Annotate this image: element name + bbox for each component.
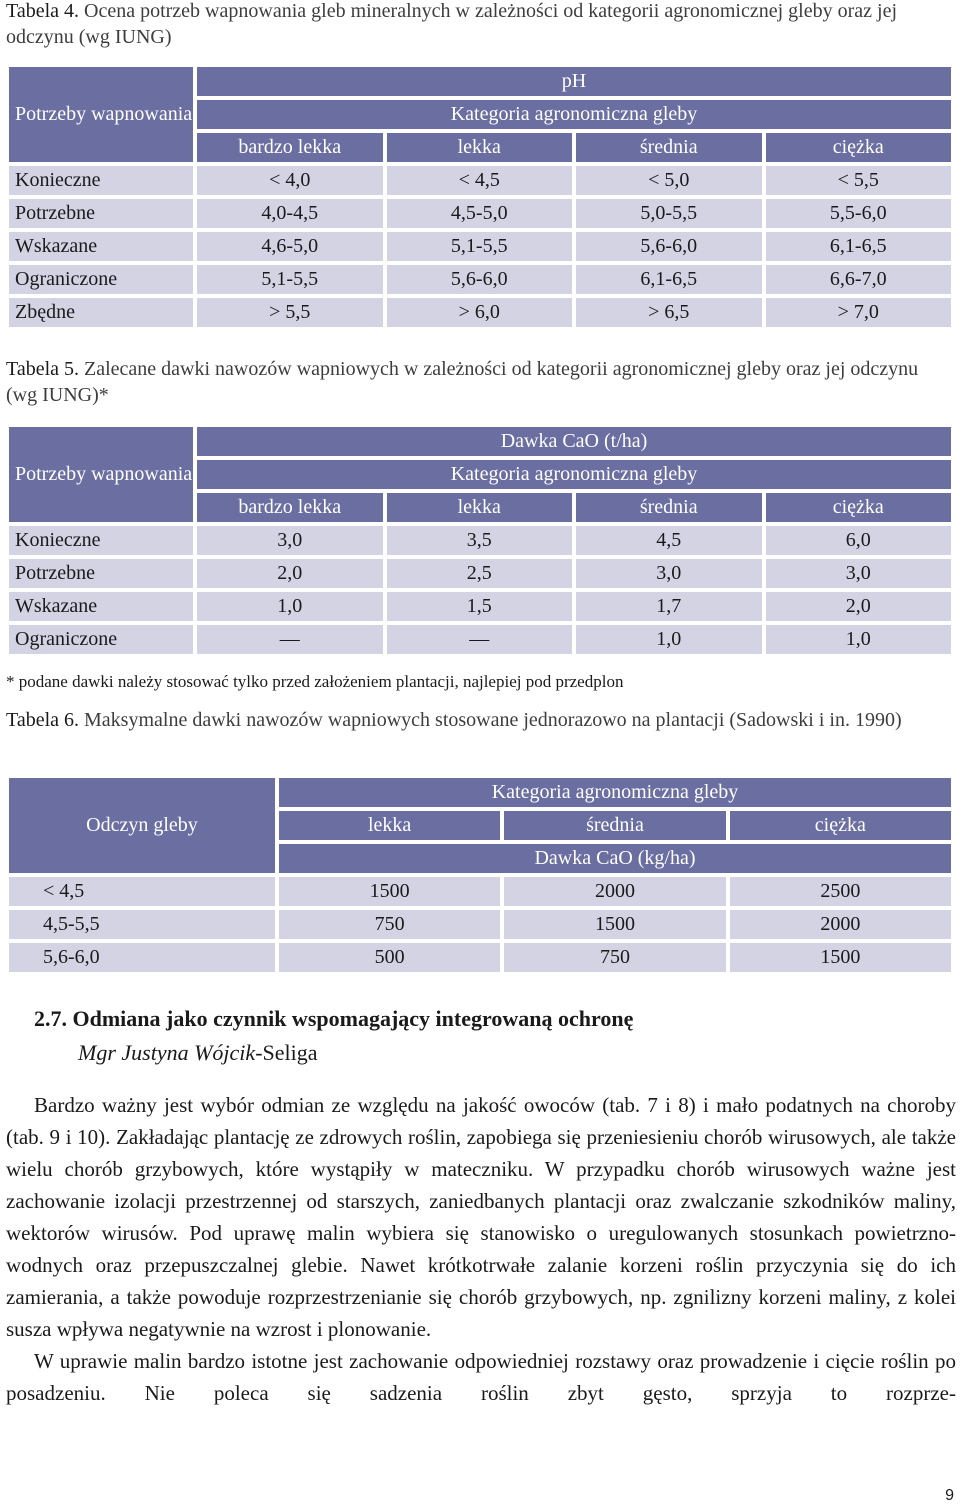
table4-cell: > 6,0 <box>387 298 573 327</box>
table6-col-header: lekka <box>279 811 500 840</box>
table5-cell: 3,5 <box>387 526 573 555</box>
table6-cell: 2000 <box>730 910 951 939</box>
table4-cell: 5,1-5,5 <box>197 265 383 294</box>
table4-row-label: Zbędne <box>9 298 193 327</box>
table4-label: Tabela 4. <box>6 0 80 22</box>
paragraph: W uprawie malin bardzo istotne jest zachowanie odpowiedniej rozstawy oraz prowadzenie i cięcie roślin po posadzeniu. Nie poleca się sadzenia roślin zbyt gęsto, sprzyja to rozprze- <box>6 1349 956 1405</box>
table5-cell: 1,0 <box>766 625 952 654</box>
table6-cell: 1500 <box>279 877 500 906</box>
table5-col-header: średnia <box>576 493 762 522</box>
table4-cell: 6,1-6,5 <box>766 232 952 261</box>
table6-row-label: 5,6-6,0 <box>9 943 275 972</box>
table5-row-label: Konieczne <box>9 526 193 555</box>
table6 <box>5 774 955 976</box>
table-row <box>9 559 951 588</box>
table5-row-label: Ograniczone <box>9 625 193 654</box>
table4-caption <box>6 0 954 50</box>
table6-cell: 1500 <box>504 910 725 939</box>
table5-cell: 6,0 <box>766 526 952 555</box>
author-name: Justyna Wójcik <box>121 1040 256 1065</box>
table5-cell: 1,0 <box>197 592 383 621</box>
table4-caption-text: Ocena potrzeb wapnowania gleb mineralnych w zależności od kategorii agronomicznej gleby oraz jej odczynu (wg IUNG) <box>6 0 898 48</box>
table6-caption-text: Maksymalne dawki nawozów wapniowych stosowane jednorazowo na plantacji (Sadowski i in. 1990) <box>84 709 902 731</box>
table4-group-header: pH <box>197 67 951 96</box>
table4-cell: 5,6-6,0 <box>387 265 573 294</box>
table4-cell: 5,0-5,5 <box>576 199 762 228</box>
table6-cell: 500 <box>279 943 500 972</box>
table4-cell: 4,0-4,5 <box>197 199 383 228</box>
table4-cell: > 5,5 <box>197 298 383 327</box>
table6-row-label: 4,5-5,5 <box>9 910 275 939</box>
table4-row-label: Konieczne <box>9 166 193 195</box>
table4-cell: < 4,0 <box>197 166 383 195</box>
table4-cell: 6,1-6,5 <box>576 265 762 294</box>
table-row <box>9 592 951 621</box>
table4-cell: < 5,0 <box>576 166 762 195</box>
table6-cell: 2500 <box>730 877 951 906</box>
table6-unit-header: Dawka CaO (kg/ha) <box>279 844 951 873</box>
table5-col-header: lekka <box>387 493 573 522</box>
table5-cell: 1,0 <box>576 625 762 654</box>
table-row <box>9 265 951 294</box>
table4-cell: 4,6-5,0 <box>197 232 383 261</box>
table5 <box>5 423 955 658</box>
table-row <box>9 910 951 939</box>
table-row <box>9 625 951 654</box>
table5-cell: 2,0 <box>197 559 383 588</box>
table4-col-header: ciężka <box>766 133 952 162</box>
table5-col-header: bardzo lekka <box>197 493 383 522</box>
table4 <box>5 63 955 331</box>
table5-cell: 3,0 <box>197 526 383 555</box>
table4-row-label: Wskazane <box>9 232 193 261</box>
table5-cell: 1,5 <box>387 592 573 621</box>
table4-cell: > 7,0 <box>766 298 952 327</box>
table6-caption <box>6 707 954 733</box>
section-title: Odmiana jako czynnik wspomagający integrowaną ochronę <box>72 1006 634 1031</box>
table6-row-label: < 4,5 <box>9 877 275 906</box>
table5-cell: 4,5 <box>576 526 762 555</box>
table-row <box>9 166 951 195</box>
table4-cell: < 5,5 <box>766 166 952 195</box>
table5-row-header: Potrzeby wapnowania <box>9 427 193 522</box>
author-suffix: -Seliga <box>255 1040 318 1065</box>
table4-cell: < 4,5 <box>387 166 573 195</box>
table4-col-header: lekka <box>387 133 573 162</box>
table4-cell: > 6,5 <box>576 298 762 327</box>
body-text <box>6 1089 956 1409</box>
table5-group-header: Dawka CaO (t/ha) <box>197 427 951 456</box>
section-author <box>78 1040 318 1066</box>
table5-row-label: Potrzebne <box>9 559 193 588</box>
table-row <box>9 943 951 972</box>
table6-row-header: Odczyn gleby <box>9 778 275 873</box>
table5-label: Tabela 5. <box>6 358 80 380</box>
table5-caption <box>6 356 954 408</box>
table4-cell: 6,6-7,0 <box>766 265 952 294</box>
table4-col-header: bardzo lekka <box>197 133 383 162</box>
table-row <box>9 298 951 327</box>
table4-cell: 5,6-6,0 <box>576 232 762 261</box>
table6-cell: 750 <box>279 910 500 939</box>
table6-cell: 1500 <box>730 943 951 972</box>
table5-cell: 2,0 <box>766 592 952 621</box>
table5-col-header: ciężka <box>766 493 952 522</box>
table6-col-header: średnia <box>504 811 725 840</box>
table4-col-header: średnia <box>576 133 762 162</box>
table4-cell: 4,5-5,0 <box>387 199 573 228</box>
table4-row-header: Potrzeby wapnowania <box>9 67 193 162</box>
table5-row-label: Wskazane <box>9 592 193 621</box>
table4-subgroup-header: Kategoria agronomiczna gleby <box>197 100 951 129</box>
table-row <box>9 877 951 906</box>
table5-cell: 2,5 <box>387 559 573 588</box>
table4-cell: 5,5-6,0 <box>766 199 952 228</box>
author-title: Mgr <box>78 1040 116 1065</box>
table6-label: Tabela 6. <box>6 709 80 731</box>
table5-subgroup-header: Kategoria agronomiczna gleby <box>197 460 951 489</box>
table5-footnote: * podane dawki należy stosować tylko przed założeniem plantacji, najlepiej pod przedplon <box>6 672 624 691</box>
table5-caption-text: Zalecane dawki nawozów wapniowych w zależności od kategorii agronomicznej gleby oraz jej odczynu (wg IUNG)* <box>6 358 919 406</box>
table6-cell: 2000 <box>504 877 725 906</box>
table4-cell: 5,1-5,5 <box>387 232 573 261</box>
table4-row-label: Potrzebne <box>9 199 193 228</box>
table-row <box>9 526 951 555</box>
table5-cell: — <box>197 625 383 654</box>
table5-cell: 3,0 <box>766 559 952 588</box>
section-number: 2.7. <box>34 1006 67 1031</box>
page-number: 9 <box>945 1487 954 1504</box>
table5-cell: — <box>387 625 573 654</box>
table4-row-label: Ograniczone <box>9 265 193 294</box>
table-row <box>9 232 951 261</box>
table6-cell: 750 <box>504 943 725 972</box>
section-heading <box>34 1006 633 1032</box>
table-row <box>9 199 951 228</box>
table5-cell: 3,0 <box>576 559 762 588</box>
paragraph: Bardzo ważny jest wybór odmian ze względu na jakość owoców (tab. 7 i 8) i mało podatnych na choroby (tab. 9 i 10). Zakładając plantację ze zdrowych roślin, zapobiega się przeniesieniu chorób wirusowych, ale także wielu chorób grzybowych, które wystąpiły w mateczniku. W przypadku chorób wirusowych ważne jest zachowanie izolacji przestrzennej od starszych, zaniedbanych plantacji oraz zwalczanie szkodników maliny, wektorów wirusów. Pod uprawę malin wybiera się stanowisko o uregulowanych stosunkach powietrzno-wodnych oraz przepuszczalnej glebie. Nawet krótkotrwałe zalanie korzeni roślin przyczynia się do ich zamierania, a także powoduje rozprzestrzenianie się chorób grzybowych, np. zgnilizny korzeni maliny, z kolei susza wpływa negatywnie na wzrost i plonowanie. <box>6 1093 956 1341</box>
table6-group-header: Kategoria agronomiczna gleby <box>279 778 951 807</box>
table5-cell: 1,7 <box>576 592 762 621</box>
table6-col-header: ciężka <box>730 811 951 840</box>
